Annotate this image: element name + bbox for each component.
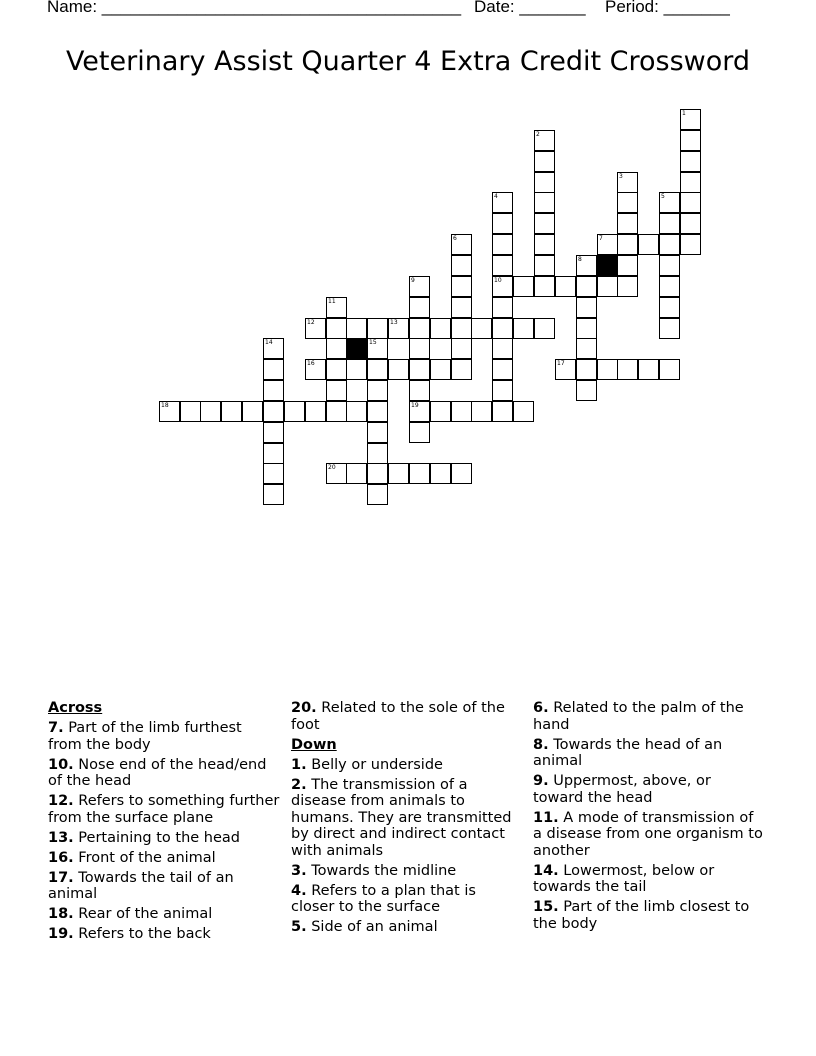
clues-column-2 [291, 700, 523, 939]
crossword-cell[interactable] [451, 318, 472, 339]
crossword-cell[interactable] [617, 255, 638, 276]
crossword-cell[interactable] [534, 130, 555, 151]
crossword-cell[interactable] [680, 151, 701, 172]
crossword-cell[interactable] [659, 276, 680, 297]
period-field-label[interactable]: Period: _______ [605, 0, 730, 16]
crossword-cell[interactable] [430, 401, 451, 422]
crossword-cell[interactable] [263, 422, 284, 443]
crossword-cell[interactable] [576, 338, 597, 359]
crossword-cell[interactable] [409, 359, 430, 380]
clue-number: 16 [307, 360, 315, 367]
crossword-cell[interactable] [451, 401, 472, 422]
crossword-cell[interactable] [409, 463, 430, 484]
crossword-cell[interactable] [492, 318, 513, 339]
crossword-cell[interactable] [492, 338, 513, 359]
crossword-cell[interactable] [388, 463, 409, 484]
crossword-cell[interactable] [513, 276, 534, 297]
clue-down-1: 1. Belly or underside [291, 756, 443, 773]
crossword-cell[interactable] [221, 401, 242, 422]
crossword-cell[interactable] [680, 109, 701, 130]
crossword-cell[interactable] [326, 338, 347, 359]
crossword-cell[interactable] [409, 318, 430, 339]
crossword-cell[interactable] [680, 172, 701, 193]
crossword-cell[interactable] [346, 401, 367, 422]
crossword-cell[interactable] [617, 276, 638, 297]
crossword-cell[interactable] [367, 380, 388, 401]
clue-across-18: 18. Rear of the animal [48, 906, 213, 922]
crossword-cell[interactable] [451, 255, 472, 276]
crossword-cell[interactable] [180, 401, 201, 422]
crossword-cell[interactable] [492, 359, 513, 380]
crossword-cell[interactable] [638, 359, 659, 380]
crossword-cell[interactable] [534, 192, 555, 213]
crossword-cell[interactable] [659, 318, 680, 339]
crossword-cell[interactable] [617, 192, 638, 213]
crossword-cell[interactable] [534, 276, 555, 297]
crossword-cell[interactable] [430, 463, 451, 484]
crossword-cell[interactable] [576, 297, 597, 318]
crossword-cell[interactable] [471, 401, 492, 422]
crossword-cell[interactable] [576, 318, 597, 339]
across-heading: Across [48, 700, 103, 716]
clue-down-15: 15. Part of the limb closest to the body [533, 899, 750, 932]
black-cell [346, 338, 367, 359]
name-field-label[interactable]: Name: ______________________________________ [47, 0, 462, 16]
crossword-cell[interactable] [263, 443, 284, 464]
clue-across-12: 12. Refers to something further from the surface plane [48, 793, 280, 826]
clue-number: 17 [557, 360, 565, 367]
crossword-cell[interactable] [534, 234, 555, 255]
crossword-cell[interactable] [263, 338, 284, 359]
crossword-cell[interactable] [597, 359, 618, 380]
crossword-cell[interactable] [409, 422, 430, 443]
crossword-cell[interactable] [409, 297, 430, 318]
clues-column-1 [48, 700, 280, 946]
crossword-cell[interactable] [576, 380, 597, 401]
date-field-label[interactable]: Date: _______ [474, 0, 586, 16]
crossword-cell[interactable] [367, 443, 388, 464]
clue-number: 6 [453, 235, 457, 242]
clue-number: 14 [265, 339, 273, 346]
crossword-cell[interactable] [555, 276, 576, 297]
down-heading: Down [291, 736, 337, 753]
crossword-cell[interactable] [326, 380, 347, 401]
crossword-cell[interactable] [680, 213, 701, 234]
crossword-cell[interactable] [576, 255, 597, 276]
crossword-cell[interactable] [367, 463, 388, 484]
clue-down-3: 3. Towards the midline [291, 862, 457, 879]
crossword-cell[interactable] [597, 276, 618, 297]
clue-across-16: 16. Front of the animal [48, 849, 216, 866]
crossword-cell[interactable] [346, 463, 367, 484]
crossword-cell[interactable] [451, 359, 472, 380]
crossword-cell[interactable] [430, 318, 451, 339]
crossword-cell[interactable] [492, 213, 513, 234]
crossword-cell[interactable] [367, 359, 388, 380]
crossword-grid [0, 0, 816, 520]
clues-column-3 [533, 700, 765, 936]
crossword-cell[interactable] [409, 276, 430, 297]
crossword-cell[interactable] [367, 401, 388, 422]
black-cell [597, 255, 618, 276]
crossword-cell[interactable] [659, 234, 680, 255]
clue-number: 2 [536, 131, 540, 138]
crossword-cell[interactable] [367, 338, 388, 359]
crossword-cell[interactable] [576, 276, 597, 297]
page-title: Veterinary Assist Quarter 4 Extra Credit Crossword [65, 46, 751, 77]
clue-number: 9 [411, 277, 415, 284]
crossword-cell[interactable] [367, 422, 388, 443]
crossword-cell[interactable] [451, 297, 472, 318]
clue-number: 11 [328, 298, 336, 305]
crossword-cell[interactable] [555, 359, 576, 380]
crossword-cell[interactable] [451, 276, 472, 297]
crossword-cell[interactable] [326, 463, 347, 484]
clue-across-20: 20. Related to the sole of the foot [291, 700, 505, 733]
crossword-cell[interactable] [659, 297, 680, 318]
clue-number: 1 [682, 110, 686, 117]
crossword-cell[interactable] [388, 359, 409, 380]
crossword-cell[interactable] [617, 234, 638, 255]
crossword-cell[interactable] [492, 276, 513, 297]
clue-across-19: 19. Refers to the back [48, 926, 211, 942]
clue-number: 7 [599, 235, 603, 242]
crossword-cell[interactable] [492, 297, 513, 318]
crossword-cell[interactable] [617, 213, 638, 234]
clue-number: 12 [307, 319, 315, 326]
crossword-cell[interactable] [326, 297, 347, 318]
crossword-cell[interactable] [326, 318, 347, 339]
crossword-cell[interactable] [617, 172, 638, 193]
crossword-cell[interactable] [492, 380, 513, 401]
clue-number: 8 [578, 256, 582, 263]
crossword-cell[interactable] [534, 318, 555, 339]
crossword-cell[interactable] [597, 234, 618, 255]
crossword-cell[interactable] [659, 213, 680, 234]
crossword-cell[interactable] [659, 255, 680, 276]
clue-down-2: 2. The transmission of a disease from animals to humans. They are transmitted by direct and indirect contact with animals [291, 776, 512, 859]
clue-down-11: 11. A mode of transmission of a disease from one organism to another [533, 809, 763, 859]
crossword-cell[interactable] [159, 401, 180, 422]
crossword-cell[interactable] [388, 318, 409, 339]
crossword-cell[interactable] [659, 192, 680, 213]
crossword-cell[interactable] [617, 359, 638, 380]
crossword-cell[interactable] [409, 380, 430, 401]
clue-number: 20 [328, 464, 336, 471]
crossword-cell[interactable] [471, 318, 492, 339]
crossword-cell[interactable] [263, 380, 284, 401]
crossword-cell[interactable] [513, 401, 534, 422]
crossword-cell[interactable] [680, 192, 701, 213]
clue-down-6: 6. Related to the palm of the hand [533, 700, 744, 733]
crossword-cell[interactable] [492, 234, 513, 255]
crossword-cell[interactable] [409, 338, 430, 359]
clue-down-14: 14. Lowermost, below or towards the tail [533, 862, 715, 895]
crossword-cell[interactable] [409, 401, 430, 422]
clue-down-5: 5. Side of an animal [291, 919, 438, 935]
crossword-cell[interactable] [326, 401, 347, 422]
crossword-cell[interactable] [492, 192, 513, 213]
crossword-cell[interactable] [534, 172, 555, 193]
clue-across-7: 7. Part of the limb furthest from the body [48, 720, 242, 753]
crossword-cell[interactable] [367, 318, 388, 339]
crossword-cell[interactable] [534, 151, 555, 172]
crossword-cell[interactable] [680, 234, 701, 255]
clue-number: 3 [619, 173, 623, 180]
crossword-cell[interactable] [492, 255, 513, 276]
crossword-cell[interactable] [346, 318, 367, 339]
clue-number: 13 [390, 319, 398, 326]
crossword-cell[interactable] [638, 234, 659, 255]
clue-number: 18 [161, 402, 169, 409]
crossword-cell[interactable] [534, 213, 555, 234]
crossword-cell[interactable] [430, 359, 451, 380]
crossword-cell[interactable] [451, 463, 472, 484]
clue-across-10: 10. Nose end of the head/end of the head [48, 756, 267, 789]
clue-across-13: 13. Pertaining to the head [48, 829, 240, 846]
crossword-cell[interactable] [263, 463, 284, 484]
crossword-cell[interactable] [513, 318, 534, 339]
crossword-cell[interactable] [451, 338, 472, 359]
crossword-cell[interactable] [680, 130, 701, 151]
clue-down-4: 4. Refers to a plan that is closer to the surface [291, 882, 476, 915]
crossword-cell[interactable] [200, 401, 221, 422]
crossword-cell[interactable] [346, 359, 367, 380]
crossword-cell[interactable] [305, 318, 326, 339]
clue-number: 5 [661, 193, 665, 200]
crossword-cell[interactable] [242, 401, 263, 422]
crossword-cell[interactable] [305, 359, 326, 380]
clue-across-17: 17. Towards the tail of an animal [48, 869, 234, 902]
crossword-cell[interactable] [451, 234, 472, 255]
clue-down-8: 8. Towards the head of an animal [533, 736, 723, 769]
clue-number: 19 [411, 402, 419, 409]
crossword-cell[interactable] [284, 401, 305, 422]
crossword-cell[interactable] [492, 401, 513, 422]
crossword-cell[interactable] [263, 401, 284, 422]
crossword-cell[interactable] [576, 359, 597, 380]
crossword-cell[interactable] [263, 359, 284, 380]
crossword-cell[interactable] [659, 359, 680, 380]
crossword-cell[interactable] [367, 484, 388, 505]
clue-down-9: 9. Uppermost, above, or toward the head [533, 773, 711, 806]
crossword-cell[interactable] [305, 401, 326, 422]
crossword-cell[interactable] [263, 484, 284, 505]
crossword-cell[interactable] [326, 359, 347, 380]
crossword-cell[interactable] [534, 255, 555, 276]
clue-number: 10 [494, 277, 502, 284]
clue-number: 15 [369, 339, 377, 346]
clue-number: 4 [494, 193, 498, 200]
